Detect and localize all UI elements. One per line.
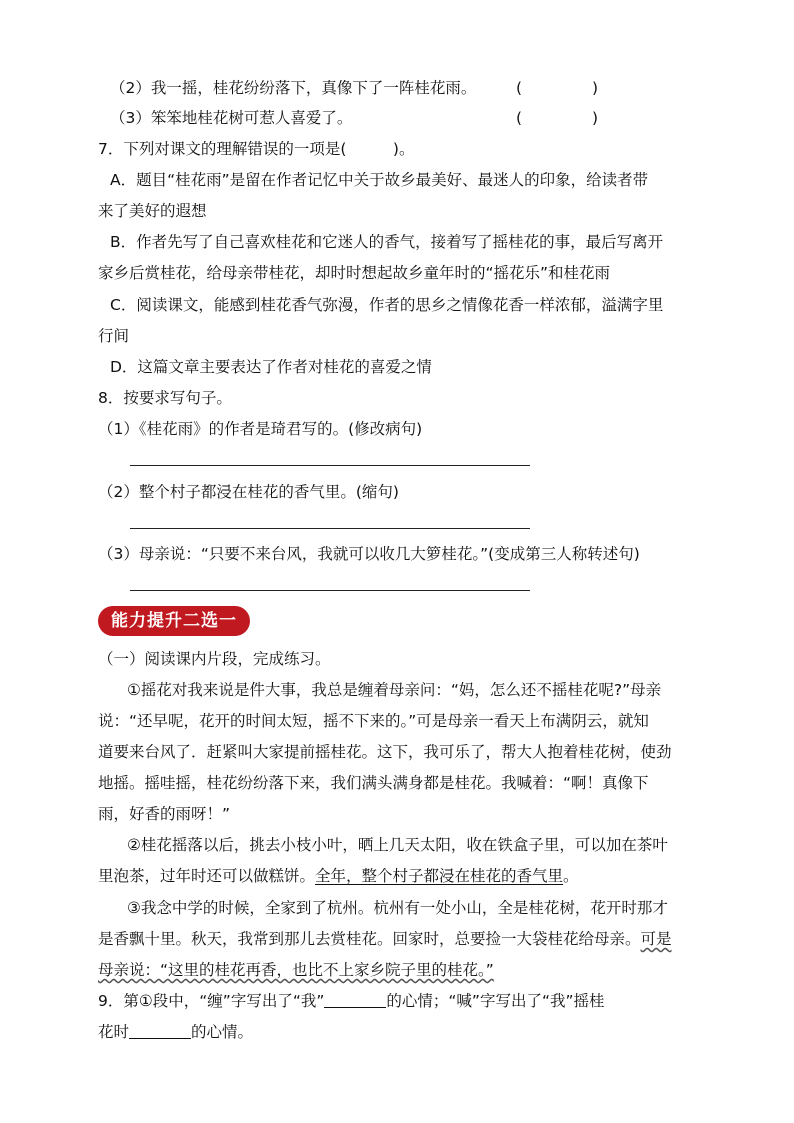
q7-option-a-line-2: 来了美好的遐想 xyxy=(98,202,207,220)
q6-item-3-paren-open: ( xyxy=(516,109,523,127)
passage-p3-text: 是香飘十里。秋天，我常到那儿去赏桂花。回家时，总要捡一大袋桂花给母亲。 xyxy=(98,930,641,948)
section-badge: 能力提升二选一 xyxy=(98,606,250,636)
q9-blank-1[interactable] xyxy=(324,991,386,1008)
q6-item-2: （2）我一摇，桂花纷纷落下，真像下了一阵桂花雨。 xyxy=(110,79,477,97)
q6-item-2-paren-close: ) xyxy=(592,79,599,97)
passage-p3-line-3 xyxy=(98,959,494,981)
q7-option-b-line-1: B．作者先写了自己喜欢桂花和它迷人的香气，接着写了摇桂花的事，最后写离开 xyxy=(110,233,664,251)
q6-item-2-paren-open: ( xyxy=(516,79,523,97)
q9-text-3: 花时 xyxy=(98,1023,130,1041)
q6-item-3-paren-close: ) xyxy=(592,109,599,127)
passage-p3-line-1: ③我念中学的时候，全家到了杭州。杭州有一处小山，全是桂花树，花开时那才 xyxy=(127,899,668,917)
wavy-underlined-sentence: 母亲说：“这里的桂花再香，也比不上家乡院子里的桂花。” xyxy=(98,961,494,979)
passage-p2-end: 。 xyxy=(563,867,579,885)
passage-p1-line-3: 道要来台风了．赶紧叫大家提前摇桂花。这下，我可乐了，帮大人抱着桂花树，使劲 xyxy=(98,743,672,761)
q9-blank-2[interactable] xyxy=(129,1022,191,1039)
q7-option-c-line-2: 行间 xyxy=(98,327,130,345)
q7-option-a-line-1: A．题目“桂花雨”是留在作者记忆中关于故乡最美好、最迷人的印象，给读者带 xyxy=(110,171,649,189)
passage-p2-line-1: ②桂花摇落以后，挑去小枝小叶，晒上几天太阳，收在铁盒子里，可以加在茶叶 xyxy=(127,836,668,854)
q6-item-3: （3）笨笨地桂花树可惹人喜爱了。 xyxy=(110,109,353,127)
q9-line-2 xyxy=(98,1021,253,1043)
passage-p1-line-4: 地摇。摇哇摇，桂花纷纷落下来，我们满头满身都是桂花。我喊着：“啊！真像下 xyxy=(98,774,649,792)
passage-p1-line-2: 说：“还早呢，花开的时间太短，摇不下来的。”可是母亲一看天上布满阴云，就知 xyxy=(98,712,649,730)
q8-stem: 8．按要求写句子。 xyxy=(98,389,232,407)
passage-p1-line-1: ①摇花对我来说是件大事，我总是缠着母亲问：“妈，怎么还不摇桂花呢?”母亲 xyxy=(127,681,662,699)
underlined-sentence: 全年，整个村子都浸在桂花的香气里 xyxy=(315,867,564,885)
passage-p2-text: 里泡茶，过年时还可以做糕饼。 xyxy=(98,867,316,885)
q9-text-1: 9．第①段中，“缠”字写出了“我” xyxy=(98,992,325,1010)
passage-p2-line-2 xyxy=(98,865,579,887)
q8-sentence-2: （2）整个村子都浸在桂花的香气里。(缩句) xyxy=(98,483,399,501)
q8-sentence-1: （1）《桂花雨》的作者是琦君写的。(修改病句) xyxy=(98,420,423,438)
q7-option-c-line-1: C．阅读课文，能感到桂花香气弥漫，作者的思乡之情像花香一样浓郁，溢满字里 xyxy=(110,296,664,314)
passage-p1-line-5: 雨，好香的雨呀！” xyxy=(98,805,231,823)
q9-line-1 xyxy=(98,990,605,1012)
q8-answer-line-3[interactable] xyxy=(130,590,530,591)
q7-option-b-line-2: 家乡后赏桂花，给母亲带桂花，却时时想起故乡童年时的“摇花乐”和桂花雨 xyxy=(98,264,611,282)
wavy-underlined-start: 可是 xyxy=(640,930,672,948)
passage-p3-line-2 xyxy=(98,928,672,950)
q8-answer-line-1[interactable] xyxy=(130,465,530,466)
q7-option-d: D．这篇文章主要表达了作者对桂花的喜爱之情 xyxy=(110,358,432,376)
q9-text-2: 的心情；“喊”字写出了“我”摇桂 xyxy=(386,992,605,1010)
q9-text-4: 的心情。 xyxy=(191,1023,254,1041)
q8-sentence-3: （3）母亲说：“只要不来台风，我就可以收几大箩桂花。”(变成第三人称转述句) xyxy=(98,545,640,563)
q7-stem: 7．下列对课文的理解错误的一项是( )。 xyxy=(98,140,415,158)
q8-answer-line-2[interactable] xyxy=(130,528,530,529)
passage-intro: （一）阅读课内片段，完成练习。 xyxy=(98,650,331,668)
